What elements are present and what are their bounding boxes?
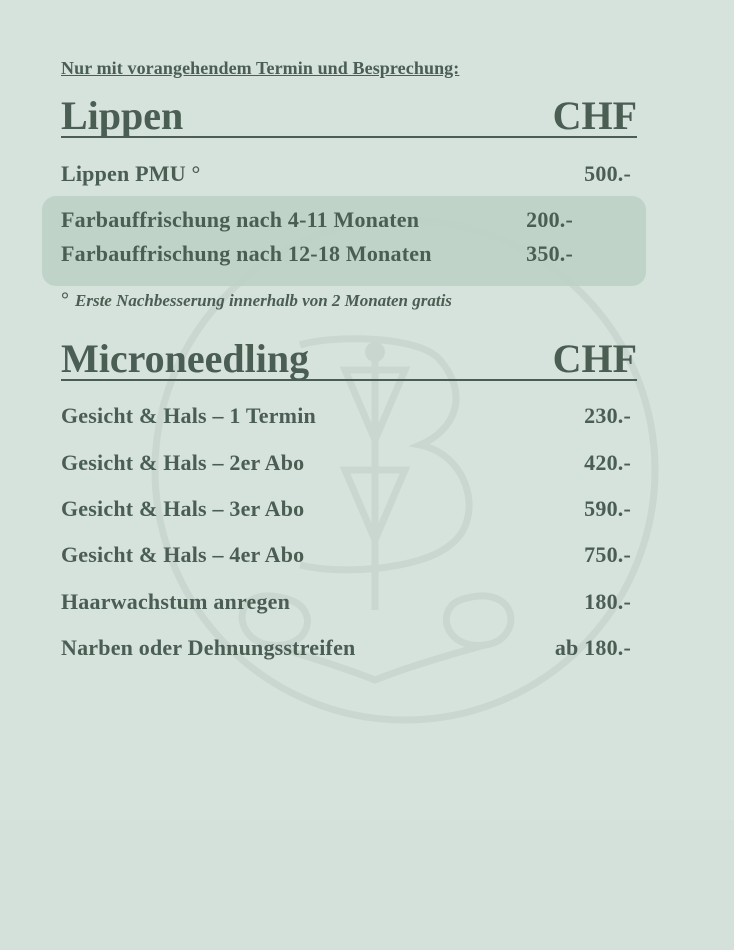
item-price: 200.- — [526, 207, 573, 232]
footnote-text: Erste Nachbesserung innerhalb von 2 Monaten gratis — [75, 291, 452, 310]
item-name: Lippen PMU ° — [61, 161, 201, 186]
item-name: Gesicht & Hals – 1 Termin — [61, 403, 316, 428]
item-price: 750.- — [584, 542, 631, 567]
item-name: Farbauffrischung nach 12-18 Monaten — [61, 241, 432, 266]
item-price: 180.- — [584, 589, 631, 614]
item-price: 500.- — [584, 161, 631, 186]
price-row — [61, 496, 631, 522]
item-price: 420.- — [584, 450, 631, 475]
item-price: 350.- — [526, 241, 573, 266]
item-price: 230.- — [584, 403, 631, 428]
item-name: Gesicht & Hals – 4er Abo — [61, 542, 305, 567]
price-row — [61, 635, 631, 661]
lippen-currency: CHF — [552, 93, 637, 138]
item-name: Gesicht & Hals – 3er Abo — [61, 496, 305, 521]
item-name: Farbauffrischung nach 4-11 Monaten — [61, 207, 420, 232]
price-row — [61, 207, 573, 233]
footnote-mark: ° — [61, 289, 69, 311]
price-row — [61, 589, 631, 615]
lippen-footnote — [61, 289, 452, 312]
lippen-section-header — [61, 93, 637, 138]
price-row — [61, 403, 631, 429]
item-name: Gesicht & Hals – 2er Abo — [61, 450, 305, 475]
price-row — [61, 161, 631, 187]
lippen-title: Lippen — [61, 93, 184, 138]
item-price: ab 180.- — [554, 635, 631, 660]
item-name: Narben oder Dehnungsstreifen — [61, 635, 356, 660]
price-row — [61, 542, 631, 568]
item-price: 590.- — [584, 496, 631, 521]
microneedling-title: Microneedling — [61, 336, 310, 381]
microneedling-currency: CHF — [552, 336, 637, 381]
price-row — [61, 450, 631, 476]
appointment-notice: Nur mit vorangehendem Termin und Besprechung: — [61, 58, 460, 78]
price-row — [61, 241, 573, 267]
item-name: Haarwachstum anregen — [61, 589, 291, 614]
microneedling-section-header — [61, 336, 637, 381]
